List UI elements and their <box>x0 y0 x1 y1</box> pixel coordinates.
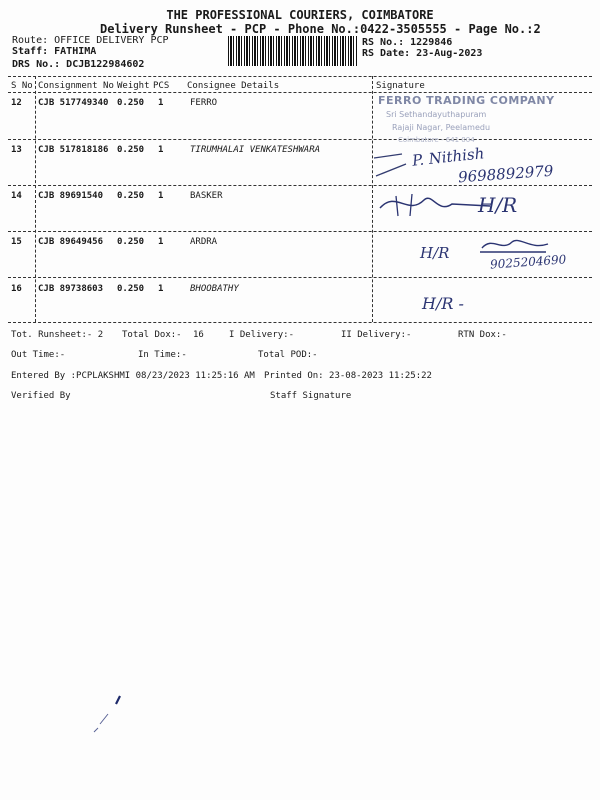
row-pcs: 1 <box>158 284 164 294</box>
header-rule <box>8 92 592 93</box>
row-consignment: CJB 517818186 <box>38 145 109 155</box>
row-sno: 16 <box>11 284 22 294</box>
row-consignment: CJB 89691540 <box>38 191 104 201</box>
rs-date: RS Date: 23-Aug-2023 <box>362 48 483 59</box>
signature-name: P. Nithish <box>411 144 486 170</box>
row-weight: 0.250 <box>117 145 145 155</box>
row-rule <box>8 139 592 140</box>
row-pcs: 1 <box>158 237 164 247</box>
signature-stroke <box>372 150 412 178</box>
signature-scribble <box>478 234 552 256</box>
stamp-line-3: Rajaji Nagar, Peelamedu <box>392 123 491 132</box>
row-weight: 0.250 <box>117 237 145 247</box>
barcode <box>228 36 358 66</box>
staff-signature: Staff Signature <box>270 391 352 401</box>
row-weight: 0.250 <box>117 284 145 294</box>
col-weight: Weight <box>117 81 150 91</box>
row-pcs: 1 <box>158 145 164 155</box>
signature-mark: H/R - <box>422 294 464 313</box>
signature-mark: H/R <box>478 193 518 217</box>
total-pod: Total POD:- <box>258 350 318 360</box>
row-consignee: TIRUMHALAI VENKATESHWARA <box>190 145 321 155</box>
row-consignee: FERRO <box>190 98 218 108</box>
row-consignment: CJB 89738603 <box>38 284 104 294</box>
row-sno: 15 <box>11 237 22 247</box>
total-dox-label: Total Dox:- <box>122 330 182 340</box>
i-delivery: I Delivery:- <box>229 330 295 340</box>
signature-phone: 9698892979 <box>457 161 554 187</box>
verified-by: Verified By <box>11 391 71 401</box>
column-divider <box>372 76 373 322</box>
col-consignee: Consignee Details <box>187 81 280 91</box>
pen-mark <box>90 694 130 734</box>
row-consignment: CJB 89649456 <box>38 237 104 247</box>
row-consignment: CJB 517749340 <box>38 98 109 108</box>
ii-delivery: II Delivery:- <box>341 330 412 340</box>
row-consignee: BHOOBATHY <box>190 284 239 294</box>
rtn-dox: RTN Dox:- <box>458 330 507 340</box>
table-top-rule <box>8 76 592 77</box>
total-runsheet: Tot. Runsheet:- 2 <box>11 330 104 340</box>
col-pcs: PCS <box>153 81 170 91</box>
staff-text: Staff: FATHIMA <box>12 46 97 57</box>
row-consignee: BASKER <box>190 191 223 201</box>
signature-phone: 9025204690 <box>489 252 567 272</box>
total-dox-value: 16 <box>193 330 204 340</box>
col-consignment: Consignment No <box>38 81 114 91</box>
row-weight: 0.250 <box>117 98 145 108</box>
runsheet-title: Delivery Runsheet - PCP - Phone No.:0422-3505555 - Page No.:2 <box>100 22 541 36</box>
drs-number: DRS No.: DCJB122984602 <box>12 59 145 70</box>
col-sno: S No <box>11 81 33 91</box>
row-rule <box>8 277 592 278</box>
printed-on: Printed On: 23-08-2023 11:25:22 <box>264 371 432 381</box>
stamp-line-4: Coimbatore - 641 004 <box>398 136 475 144</box>
signature-mark: H/R <box>420 244 450 262</box>
row-rule <box>8 231 592 232</box>
stamp-line-1: FERRO TRADING COMPANY <box>378 94 555 107</box>
route-text: Route: OFFICE DELIVERY PCP <box>12 35 169 46</box>
row-consignee: ARDRA <box>190 237 218 247</box>
row-sno: 12 <box>11 98 22 108</box>
table-bottom-rule <box>8 322 592 323</box>
row-rule <box>8 185 592 186</box>
out-time: Out Time:- <box>11 350 66 360</box>
column-divider <box>35 76 36 322</box>
company-name: THE PROFESSIONAL COURIERS, COIMBATORE <box>166 8 434 22</box>
rs-number: RS No.: 1229846 <box>362 37 453 48</box>
entered-by: Entered By :PCPLAKSHMI 08/23/2023 11:25:16 AM <box>11 371 255 381</box>
row-weight: 0.250 <box>117 191 145 201</box>
col-signature: Signature <box>376 81 425 91</box>
row-sno: 14 <box>11 191 22 201</box>
row-pcs: 1 <box>158 98 164 108</box>
in-time: In Time:- <box>138 350 187 360</box>
row-pcs: 1 <box>158 191 164 201</box>
row-sno: 13 <box>11 145 22 155</box>
stamp-line-2: Sri Sethandayuthapuram <box>386 110 487 119</box>
